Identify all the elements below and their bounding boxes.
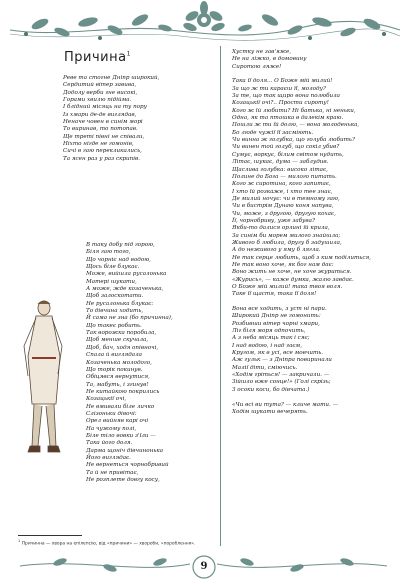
verse-line: За що ж ти караєш її, молоду? [232, 85, 326, 92]
verse-line: Хустку не зав'яже, [232, 49, 292, 55]
verse-line: Матері шукати, [86, 278, 137, 285]
verse-line: «Журись», — каже думка, жалю завдає. [232, 276, 354, 283]
page-number: 9 [200, 561, 208, 572]
verse-line: Одна, як та пташка в далекім краю. [232, 115, 344, 122]
verse-line: І блідний місяць на ту пору [63, 104, 147, 111]
stanza-gap [232, 394, 371, 401]
verse-line: Дарма щоніч дівчинонька [86, 447, 164, 454]
verse-line: Бо люде чужії її засміють. [232, 129, 314, 136]
verse-line: Обіцявся вернутися, [86, 374, 150, 381]
verse-line: Що такеє робить. [86, 322, 142, 329]
verse-line: За те, що так щиро вона полюбила [232, 93, 340, 100]
stanza [232, 306, 371, 394]
verse-line: Сердитий вітер завива, [63, 82, 137, 89]
verse-line: Ще треті півні не співали, [63, 133, 145, 140]
verse-line: Кругом, як в усі, все мовчить. [232, 350, 324, 357]
verse-line: Аж гульк — з Дніпра повиринали [232, 357, 332, 364]
stanza-gap [232, 299, 371, 306]
verse-line: Чи винна ж голубка, що голуба любить? [232, 137, 355, 144]
verse-line: Не вернеться чорнобривий [86, 462, 169, 469]
verse-line: Біля гаю того, [86, 249, 131, 256]
verse-line: А з неба місяць так і сяє; [232, 335, 310, 342]
stanza [232, 402, 371, 417]
verse-line: Таке її щастя, така її доля! [232, 291, 317, 298]
verse-line: Та й не привітає, [86, 469, 139, 476]
verse-line: Біле тіло вовки з'їли — [86, 432, 156, 439]
verse-line: Й сама не зна (бо причинна), [86, 315, 173, 322]
verse-line: Пошли ж ти їй долю, — вона молоденька, [232, 122, 360, 129]
left-column-bottom [86, 242, 173, 484]
verse-line: А до неживого у яму б лягла. [232, 247, 321, 254]
cossack-illustration [14, 296, 72, 466]
verse-line: Із хмари де-де виглядав, [63, 111, 137, 118]
verse-line: Її, чорнобриву, уже забува? [232, 217, 316, 224]
verse-line: Не так серце любить, щоб з ким поділиться, [232, 254, 371, 261]
verse-line: Живого б любила, другу б задушила, [232, 239, 342, 246]
verse-line: «Ходім гріться! — закричали. — [232, 372, 330, 379]
verse-line: Спала й виглядала [86, 352, 143, 359]
verse-line: З осоки коси, бо дівчата.) [232, 386, 310, 393]
verse-line: Не розплете довгу косу, [86, 477, 160, 483]
verse-line: Козаченька молодого, [86, 359, 152, 366]
left-column-top [63, 75, 159, 163]
column-divider [220, 46, 221, 546]
verse-line: Що торік покинув. [86, 366, 143, 373]
verse-line: Сичі в гаю перекликались, [63, 148, 142, 155]
verse-line: Чи в бистрім Дунаю коня напува, [232, 203, 334, 210]
verse-line: Не так воно хоче, як бог нам дає: [232, 261, 334, 268]
verse-line: Воно жить не хоче, не хоче журиться. [232, 269, 352, 276]
verse-line: Додолу верби гне високі, [63, 89, 138, 96]
verse-line: Не вмивали біле личко [86, 403, 155, 410]
verse-line: Зійшло вже сонце!» (Голі скрізь; [232, 379, 331, 386]
verse-line: За синім би морем милого знайшла; [232, 232, 341, 239]
verse-line: Щоб залоскотати. [86, 293, 144, 300]
verse-line: Горами хвилю підійма. [63, 97, 132, 104]
verse-line: Неначе човен в синім морі [63, 119, 143, 126]
footnote: $^1$ Причинна — хвора на епілепсію, від «причини» — хвороби, «пороблення». [18, 539, 196, 547]
verse-line: Козацькії очі?.. Прости сироту! [232, 100, 329, 107]
verse-line: Реве та стогне Дніпр широкий, [63, 75, 160, 81]
verse-line: Така її доля... О Боже мій милий! [232, 78, 333, 85]
stanza [232, 49, 371, 71]
verse-line: Слізоньки дівочі: [86, 410, 137, 417]
verse-line: Що чорніє над водою, [86, 256, 151, 263]
poem-title: Причина$^1$ [64, 50, 131, 65]
verse-line: І над водою, і над гаєм, [232, 342, 302, 349]
verse-line: Не русалонька блукає: [86, 300, 154, 307]
verse-line: Щоб, бач, ходя опівночі, [86, 344, 159, 351]
verse-line: Де милий ночує: чи в темному гаю, [232, 195, 340, 202]
verse-line: Так ворожка поробила, [86, 330, 157, 337]
verse-line: Кого ж їй любити? Ні батька, ні неньки, [232, 107, 356, 114]
verse-line: «Чи всі ви тута? — кличе мати. — [232, 401, 339, 408]
header-ornament [0, 0, 407, 50]
verse-line: Щаслива голубка: високо літає, [232, 166, 328, 173]
verse-line: То дівчина ходить, [86, 308, 144, 315]
verse-line: Його виглядає. [86, 454, 131, 461]
verse-line: В таку добу під горою, [86, 242, 155, 248]
verse-line: Може, вийшла русалонька [86, 271, 167, 278]
verse-line: Ніхто нігде не гомонів, [63, 141, 134, 148]
verse-line: Широкий Дніпр не гомонить: [232, 313, 321, 320]
verse-line: Якби-то далися орлині їй крила, [232, 225, 330, 232]
verse-line: Та, мабуть, і згинув! [86, 381, 149, 388]
stanza-gap [232, 71, 371, 78]
verse-line: Щось біле блукає. [86, 264, 140, 271]
verse-line: То виринав, то потопав. [63, 126, 138, 133]
verse-line: Та ясен раз у раз скрипів. [63, 155, 141, 162]
verse-line: Чи винен той голуб, що сокіл убив? [232, 144, 340, 151]
verse-line: Не на ліжко, в домовину [232, 56, 307, 63]
verse-line: Кого ж сиротина, кого запитає, [232, 181, 331, 188]
verse-line: Щоб менше скучала, [86, 337, 149, 344]
verse-line: Орел вийняв карі очі [86, 418, 149, 425]
footnote-rule [18, 535, 82, 536]
verse-line: О Боже мій милий! така твоя воля. [232, 284, 343, 290]
verse-line: Ліг біля моря одпочить, [232, 328, 306, 335]
verse-line: Чи, може, з другою, другую кохає, [232, 210, 336, 217]
verse-line: Сиротою ляже! [232, 63, 282, 70]
verse-line: Козацькії очі, [86, 396, 127, 403]
stanza [232, 78, 371, 298]
verse-line: На чужому полі, [86, 425, 137, 432]
verse-line: А може, жде козаченька, [86, 286, 164, 293]
verse-line: Літає, шукає, дума — заблудив. [232, 159, 329, 166]
verse-line: Ходім шукати вечерять. [232, 408, 308, 415]
verse-line: І хто їй розкаже, і хто тее знає, [232, 188, 333, 195]
verse-line: Не китайкою покрились [86, 388, 160, 395]
verse-line: Вона все ходить, з уст ні пари. [232, 306, 327, 313]
verse-line: Розбивши вітер чорні хмари, [232, 320, 320, 327]
verse-line: Така його доля. [86, 440, 133, 447]
verse-line: Полине до Бога — милого питать. [232, 173, 337, 180]
verse-line: Малії діти, сміючись. [232, 364, 298, 371]
right-column [232, 49, 371, 416]
verse-line: Сумує, воркує, білим світом нудить, [232, 151, 344, 158]
